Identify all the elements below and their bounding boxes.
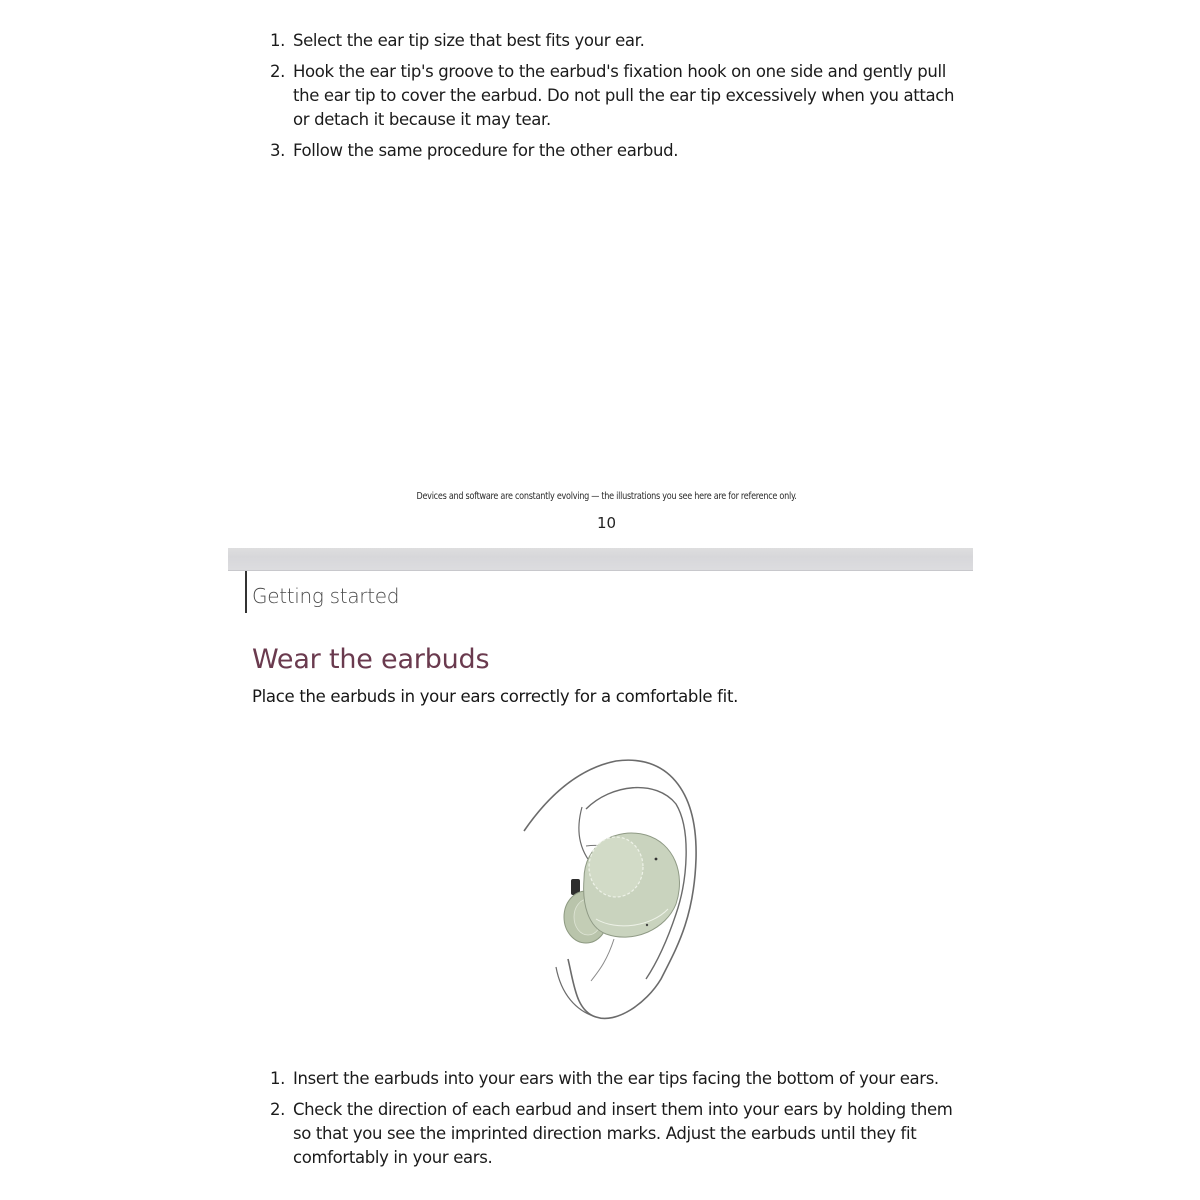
section-divider-rule — [245, 571, 247, 613]
step-text: Select the ear tip size that best fits your ear. — [293, 31, 645, 50]
step-item — [228, 29, 973, 53]
step-number: 3. — [270, 141, 286, 160]
step-item — [228, 60, 973, 132]
page-footer-disclaimer: Devices and software are constantly evolving — the illustrations you see here are for reference only. — [416, 491, 797, 502]
step-text: Hook the ear tip's groove to the earbud's fixation hook on one side and gently pull the ear tip to cover the earbud. Do not pull the ear tip excessively when you attach or detach it because it may tear. — [293, 62, 955, 129]
step-number: 1. — [270, 1069, 286, 1088]
page-number: 10 — [596, 514, 617, 532]
step-item — [228, 1098, 973, 1170]
step-item — [228, 139, 973, 163]
step-text: Check the direction of each earbud and insert them into your ears by holding them so that you see the imprinted direction marks. Adjust the earbuds until they fit comfortably in your ears. — [293, 1100, 953, 1167]
page-heading: Wear the earbuds — [252, 644, 490, 675]
step-number: 2. — [270, 1100, 286, 1119]
step-number: 2. — [270, 62, 286, 81]
step-number: 1. — [270, 31, 286, 50]
step-text: Insert the earbuds into your ears with the ear tips facing the bottom of your ears. — [293, 1069, 939, 1088]
section-label: Getting started — [252, 584, 400, 608]
step-item — [228, 1067, 973, 1091]
document-page-bottom — [228, 571, 973, 1200]
document-page-top — [228, 0, 973, 548]
step-text: Follow the same procedure for the other earbud. — [293, 141, 679, 160]
ear-with-earbud-illustration-icon — [516, 749, 716, 1029]
intro-text: Place the earbuds in your ears correctly for a comfortable fit. — [252, 687, 739, 706]
wear-earbuds-steps-list — [228, 1067, 973, 1177]
page-separator — [228, 548, 973, 571]
ear-tip-steps-list — [228, 29, 973, 170]
